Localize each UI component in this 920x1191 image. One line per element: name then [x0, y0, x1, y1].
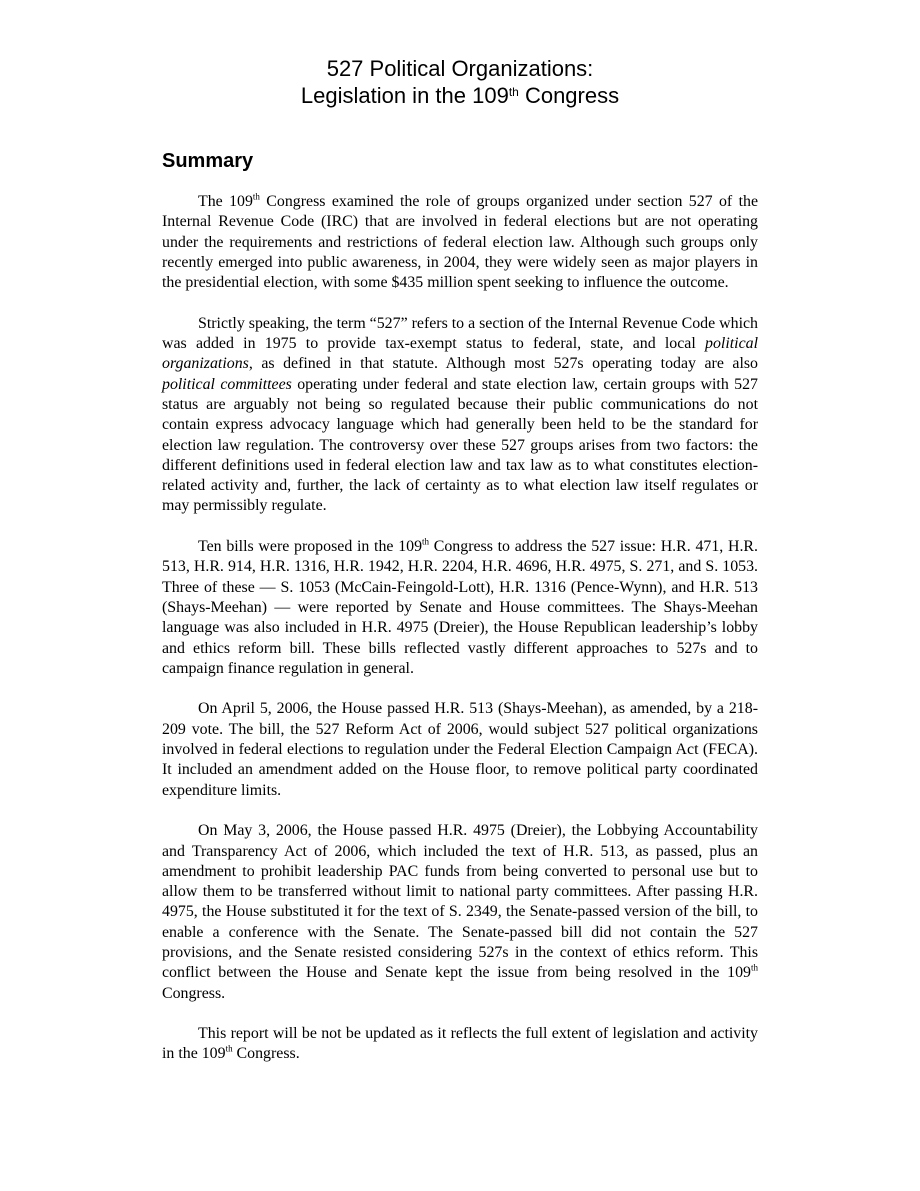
- title-line-2-suffix: Congress: [518, 83, 620, 108]
- paragraph-5-text-a: On May 3, 2006, the House passed H.R. 4975 (Dreier), the Lobbying Accountability and Transparency Act of 2006, which included the text of H.R. 513, as passed, plus an amendment to prohibit leadership PAC funds from being converted to personal use but to allow them to be transferred without limit to national party committees. After passing H.R. 4975, the House substituted it for the text of S. 2349, the Senate-passed version of the bill, to enable a conference with the Senate. The Senate-passed bill did not contain the 527 provisions, and the Senate resisted considering 527s in the context of ethics reform. This conflict between the House and Senate kept the issue from being resolved in the 109: [162, 822, 758, 982]
- paragraph-2-text-c: operating under federal and state election law, certain groups with 527 status are arguably not being so regulated because their public communications do not contain express advocacy language which had generally been held to be the standard for election law regulation. The controversy over these 527 groups arises from two factors: the different definitions used in federal election law and tax law as to what constitutes election-related activity and, further, the lack of certainty as to what election law itself regulates or may permissibly regulate.: [162, 375, 758, 515]
- title-line-1: 527 Political Organizations:: [326, 56, 594, 81]
- document-page: [162, 55, 758, 1085]
- paragraph-5-text-b: Congress.: [162, 984, 226, 1002]
- document-title: [162, 55, 758, 109]
- paragraph-1-text-b: Congress examined the role of groups organized under section 527 of the Internal Revenue Code (IRC) that are involved in federal elections but are not operating under the requirements and restrictions of federal election law. Although such groups only recently emerged into public awareness, in 2004, they were widely seen as major players in the presidential election, with some $435 million spent seeking to influence the outcome.: [162, 193, 758, 292]
- paragraph-2: [162, 314, 758, 517]
- title-line-2-prefix: Legislation in the 109: [300, 83, 509, 108]
- paragraph-6-text-b: Congress.: [232, 1045, 300, 1063]
- paragraph-3-text-a: Ten bills were proposed in the 109: [198, 538, 423, 556]
- paragraph-4-text: On April 5, 2006, the House passed H.R. 513 (Shays-Meehan), as amended, by a 218-209 vote. The bill, the 527 Reform Act of 2006, would subject 527 political organizations involved in federal elections to regulation under the Federal Election Campaign Act (FECA). It included an amendment added on the House floor, to remove political party coordinated expenditure limits.: [162, 700, 758, 799]
- paragraph-2-emphasis-1: political organizations: [162, 335, 758, 373]
- paragraph-6: [162, 1024, 758, 1065]
- paragraph-5: [162, 821, 758, 1004]
- paragraph-3-ordinal: th: [422, 536, 430, 547]
- title-line-2: [301, 83, 619, 108]
- paragraph-1-ordinal: th: [252, 191, 260, 202]
- paragraph-6-ordinal: th: [225, 1043, 233, 1054]
- paragraph-2-text-b: , as defined in that statute. Although most 527s operating today are also: [248, 355, 758, 373]
- paragraph-1-text-a: The 109: [198, 193, 253, 210]
- paragraph-3: [162, 537, 758, 679]
- paragraph-2-text-a: Strictly speaking, the term “527” refers to a section of the Internal Revenue Code which was added in 1975 to provide tax-exempt status to federal, state, and local: [162, 314, 758, 353]
- title-ordinal-suffix: th: [508, 84, 519, 99]
- section-heading-summary: Summary: [162, 150, 254, 172]
- paragraph-6-text-a: This report will be not be updated as it reflects the full extent of legislation and activity in the 109: [162, 1025, 758, 1063]
- paragraph-1: [162, 192, 758, 293]
- paragraph-2-emphasis-2: political committees: [162, 375, 292, 393]
- paragraph-3-text-b: Congress to address the 527 issue: H.R. 471, H.R. 513, H.R. 914, H.R. 1316, H.R. 1942, H.R. 2204, H.R. 4696, H.R. 4975, S. 271, and S. 1053. Three of these — S. 1053 (McCain-Feingold-Lott), H.R. 1316 (Pence-Wynn), and H.R. 513 (Shays-Meehan) — were reported by Senate and House committees. The Shays-Meehan language was also included in H.R. 4975 (Dreier), the House Republican leadership’s lobby and ethics reform bill. These bills reflected vastly different approaches to 527s and to campaign finance regulation in general.: [162, 538, 758, 677]
- paragraph-5-ordinal: th: [750, 962, 758, 973]
- paragraph-4: [162, 699, 758, 800]
